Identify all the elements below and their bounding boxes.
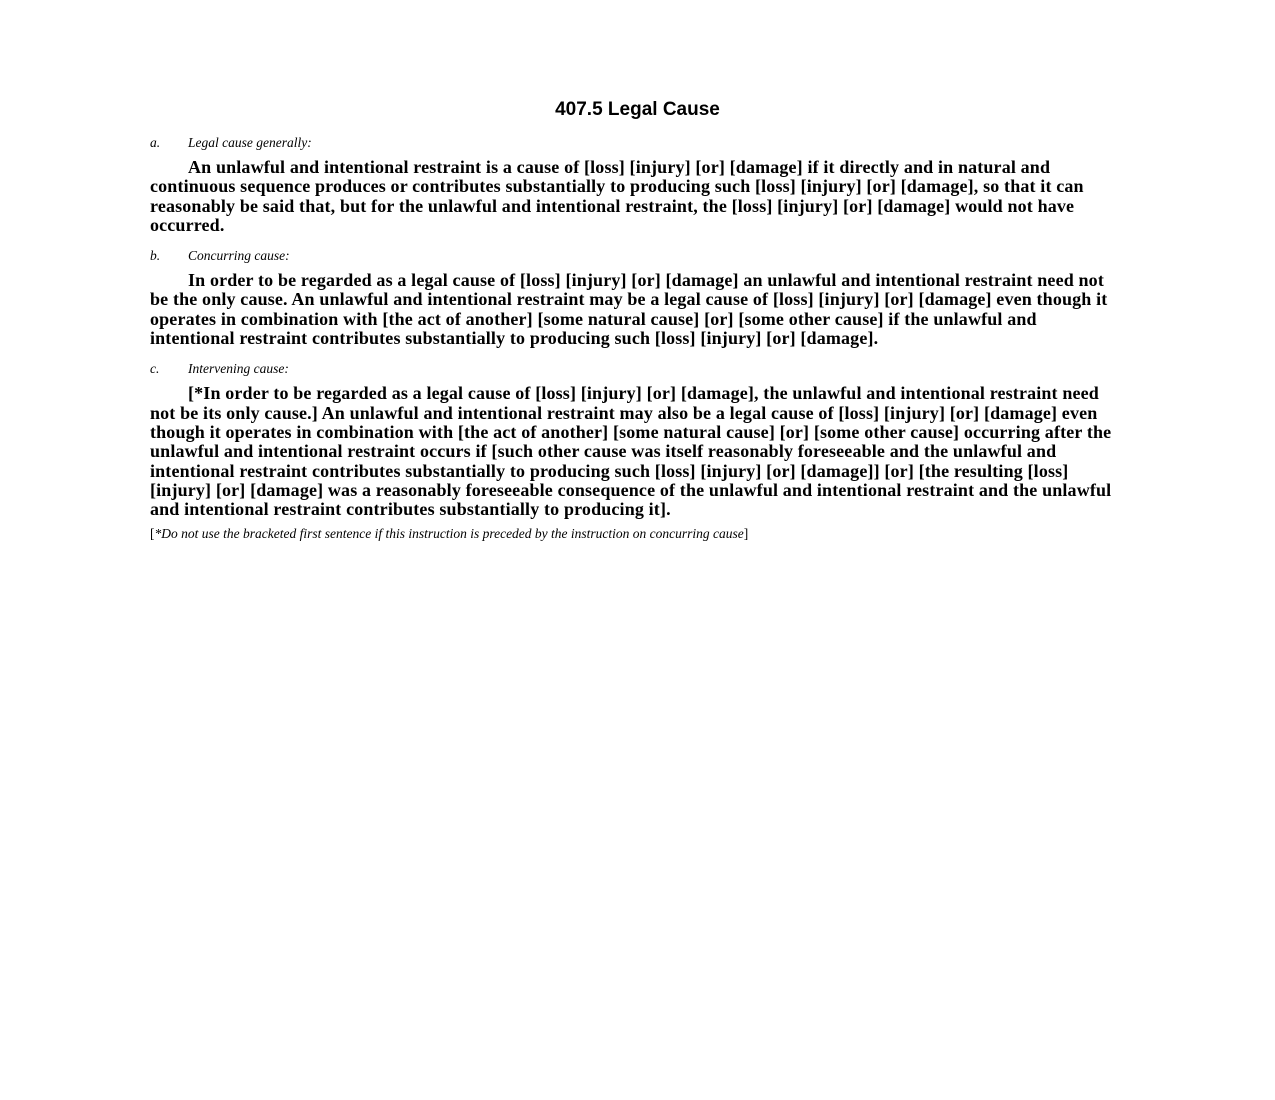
section-letter: b. [150, 248, 161, 264]
section-heading [150, 360, 1125, 378]
section-paragraph: In order to be regarded as a legal cause of [loss] [injury] [or] [damage] an unlawful and intentional restraint need not be the only cause. An unlawful and intentional restraint may be a legal cause of [loss] [injury] [or] [damage] even though it operates in combination with [the act of another] [some natural cause] [or] [some other cause] if the unlawful and intentional restraint contributes substantially to producing such [loss] [injury] [or] [damage]. [150, 270, 1108, 349]
note-text: *Do not use the bracketed first sentence if this instruction is preceded by the instruction on concurring cause [154, 526, 744, 542]
section-legal-cause-generally [150, 134, 1125, 235]
note-close-bracket: ] [743, 526, 749, 542]
section-intervening-cause [150, 360, 1125, 519]
note-open-bracket: [ [150, 526, 155, 542]
section-heading [150, 134, 1125, 152]
section-letter: a. [150, 135, 161, 150]
section-heading [150, 247, 1125, 265]
section-concurring-cause [150, 247, 1125, 348]
section-letter: c. [150, 361, 160, 377]
section-paragraph: [*In order to be regarded as a legal cause of [loss] [injury] [or] [damage], the unlawful and intentional restraint need not be its only cause.] An unlawful and intentional restraint may also be a legal cause of [loss] [injury] [or] [damage] even though it operates in combination with [the act of another] [some natural cause] [or] [some other cause] occurring after the unlawful and intentional restraint occurs if [such other cause was itself reasonably foreseeable and the unlawful and intentional restraint contributes substantially to producing such [loss] [injury] [or] [damage]] [or] [the resulting [loss] [injury] [or] [damage] was a reasonably foreseeable consequence of the unlawful and intentional restraint and the unlawful and intentional restraint contributes substantially to producing it]. [150, 383, 1112, 520]
section-heading-text: Intervening cause: [188, 361, 289, 377]
section-heading-text: Concurring cause: [188, 248, 290, 264]
document-page [150, 98, 1125, 543]
usage-note [150, 525, 1125, 543]
section-heading-text: Legal cause generally: [188, 135, 312, 150]
section-paragraph: An unlawful and intentional restraint is a cause of [loss] [injury] [or] [damage] if it directly and in natural and continuous sequence produces or contributes substantially to producing such [loss] [injury] [or] [damage], so that it can reasonably be said that, but for the unlawful and intentional restraint, the [loss] [injury] [or] [damage] would not have occurred. [150, 157, 1084, 235]
page-title: 407.5 Legal Cause [555, 99, 720, 120]
